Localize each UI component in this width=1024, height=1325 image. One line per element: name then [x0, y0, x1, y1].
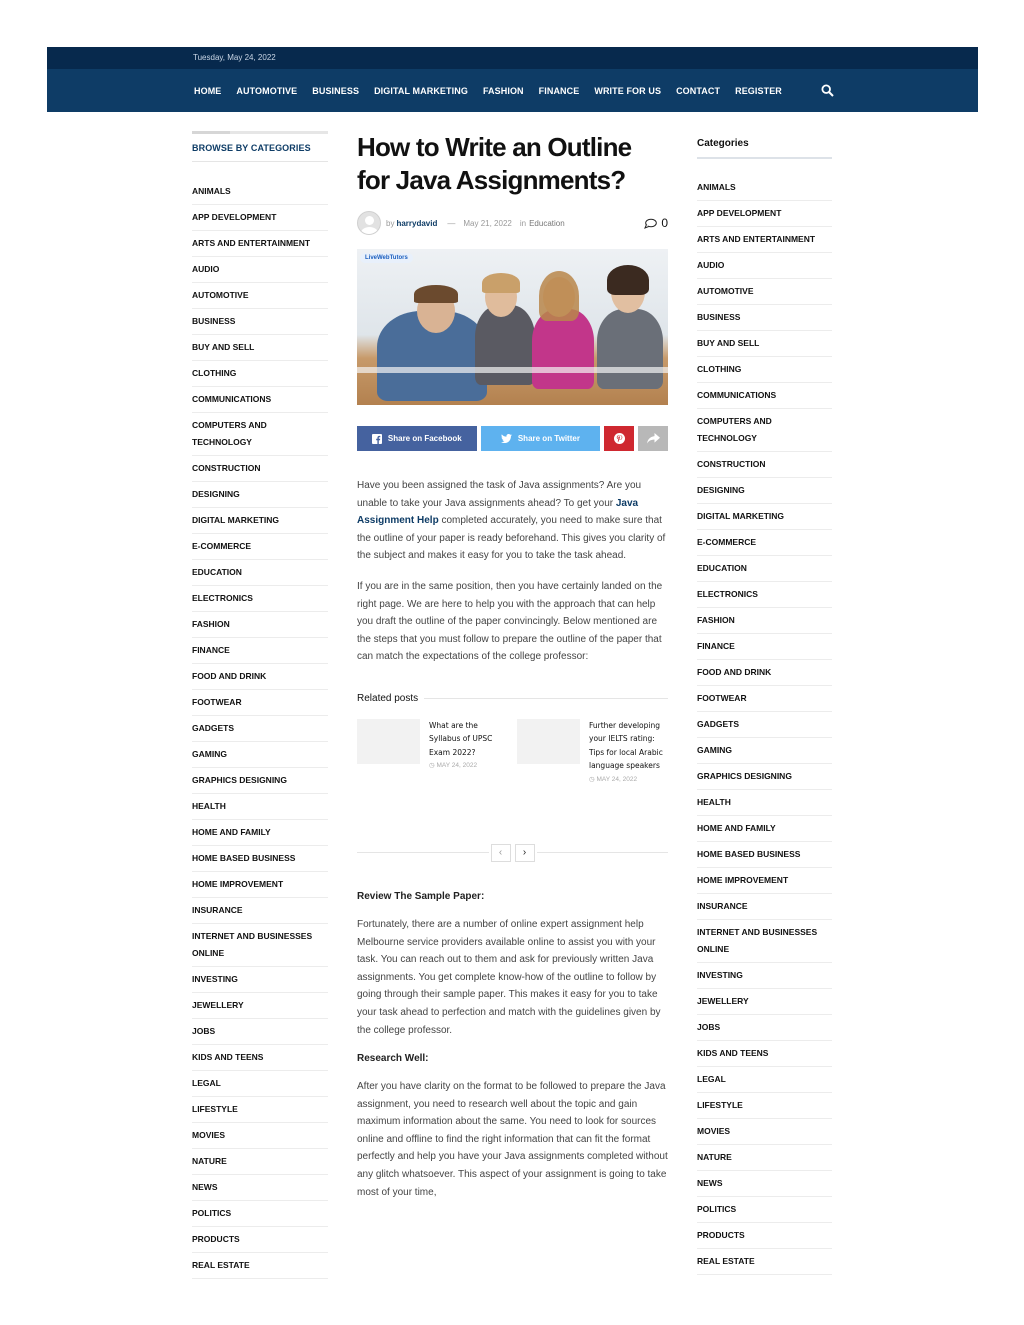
nav-item-digital-marketing[interactable]: DIGITAL MARKETING	[374, 85, 468, 96]
category-link[interactable]: E-COMMERCE	[697, 530, 832, 556]
category-link[interactable]: DESIGNING	[697, 478, 832, 504]
right-sidebar-title-text: Categories	[697, 138, 749, 149]
category-link[interactable]: JEWELLERY	[697, 989, 832, 1015]
right-category-list	[697, 175, 832, 1275]
sidebar-divider	[192, 131, 328, 134]
category-link[interactable]: MOVIES	[192, 1123, 328, 1149]
article	[357, 131, 668, 1201]
category-link[interactable]: JEWELLERY	[192, 993, 328, 1019]
comment-icon	[644, 218, 657, 229]
category-link[interactable]: APP DEVELOPMENT	[192, 205, 328, 231]
category-link[interactable]: BUY AND SELL	[192, 335, 328, 361]
author-link[interactable]: harrydavid	[396, 218, 438, 228]
category-link[interactable]: KIDS AND TEENS	[192, 1045, 328, 1071]
nav-item-fashion[interactable]: FASHION	[482, 85, 524, 96]
category-link[interactable]: LEGAL	[192, 1071, 328, 1097]
header-date: Tuesday, May 24, 2022	[193, 53, 276, 62]
category-link[interactable]: INSURANCE	[192, 898, 328, 924]
related-posts-grid	[357, 719, 668, 837]
article-title: How to Write an Outline for Java Assignments?	[357, 132, 632, 195]
category-link[interactable]: GRAPHICS DESIGNING	[697, 764, 832, 790]
category-link[interactable]: CLOTHING	[192, 361, 328, 387]
category-link[interactable]: MOVIES	[697, 1119, 832, 1145]
nav-item-register[interactable]: REGISTER	[735, 85, 782, 96]
post-date: May 21, 2022	[463, 218, 512, 228]
category-link[interactable]: POLITICS	[697, 1197, 832, 1223]
related-posts-heading: Related posts	[357, 693, 668, 704]
avatar[interactable]	[357, 211, 381, 235]
pinterest-icon	[614, 433, 625, 444]
related-post[interactable]	[517, 719, 667, 837]
share-facebook-label: Share on Facebook	[387, 434, 462, 443]
category-link[interactable]: NEWS	[697, 1171, 832, 1197]
category-link[interactable]: FOOTWEAR	[697, 686, 832, 712]
category-link[interactable]: DIGITAL MARKETING	[192, 508, 328, 534]
category-link[interactable]: NATURE	[192, 1149, 328, 1175]
intro-text-end: completed accurately, you need to make sure that the outline of your paper is ready beforehand. This gives you clarity of the subject and makes it easy for you to take the task ahead.	[357, 515, 666, 562]
nav-item-contact[interactable]: CONTACT	[676, 85, 721, 96]
category-link[interactable]: AUDIO	[697, 253, 832, 279]
related-post-date: ◷ MAY 24, 2022	[589, 775, 638, 783]
category-link[interactable]: AUDIO	[192, 257, 328, 283]
twitter-icon	[501, 434, 512, 443]
share-facebook-button[interactable]	[357, 426, 477, 451]
related-post-title[interactable]: What are the Syllabus of UPSC Exam 2022?	[429, 720, 493, 757]
category-link[interactable]: ANIMALS	[192, 179, 328, 205]
category-link[interactable]: INTERNET AND BUSINESSES ONLINE	[697, 920, 832, 963]
java-assignment-help-link[interactable]: Java Assignment Help	[357, 497, 639, 527]
left-sidebar-title: BROWSE BY CATEGORIES	[192, 143, 328, 162]
left-category-list	[192, 179, 328, 1279]
category-link[interactable]: HEALTH	[697, 790, 832, 816]
category-link[interactable]: FASHION	[192, 612, 328, 638]
related-post-title[interactable]: Further developing your IELTS rating: Tips for local Arabic language speakers	[589, 720, 663, 771]
category-link[interactable]: LIFESTYLE	[697, 1093, 832, 1119]
article-meta	[357, 211, 668, 235]
share-twitter-label: Share on Twitter	[517, 434, 580, 443]
facebook-icon	[372, 434, 382, 444]
category-link[interactable]: GADGETS	[192, 716, 328, 742]
category-link[interactable]: HOME IMPROVEMENT	[697, 868, 832, 894]
category-link[interactable]: LIFESTYLE	[192, 1097, 328, 1123]
category-link[interactable]: COMPUTERS AND TECHNOLOGY	[697, 409, 832, 452]
featured-image	[357, 249, 668, 405]
category-link[interactable]: REAL ESTATE	[192, 1253, 328, 1279]
category-link[interactable]: FOOD AND DRINK	[192, 664, 328, 690]
category-link[interactable]: NATURE	[697, 1145, 832, 1171]
category-link[interactable]: HOME BASED BUSINESS	[697, 842, 832, 868]
category-link[interactable]: EDUCATION	[697, 556, 832, 582]
post-category-link[interactable]: Education	[529, 218, 565, 228]
in-label: in	[519, 218, 527, 228]
comments-link[interactable]	[644, 216, 668, 230]
category-link[interactable]: BUSINESS	[697, 305, 832, 331]
main-nav	[47, 69, 978, 112]
category-link[interactable]: NEWS	[192, 1175, 328, 1201]
category-link[interactable]: COMMUNICATIONS	[192, 387, 328, 413]
category-link[interactable]: E-COMMERCE	[192, 534, 328, 560]
nav-item-business[interactable]: BUSINESS	[312, 85, 360, 96]
category-link[interactable]: CONSTRUCTION	[697, 452, 832, 478]
category-link[interactable]: REAL ESTATE	[697, 1249, 832, 1275]
related-posts	[357, 693, 668, 862]
left-sidebar	[192, 131, 328, 1279]
category-link[interactable]: ANIMALS	[697, 175, 832, 201]
section-heading-review: Review The Sample Paper:	[357, 890, 485, 902]
category-link[interactable]: INVESTING	[697, 963, 832, 989]
paragraph-2: If you are in the same position, then you have certainly landed on the right page. We are here to help you with the approach that can help you draft the outline of the paper convincingly. Below mentioned are the steps that you must follow to prepare the outline of the paper that can match the expectations of the college professor:	[357, 580, 663, 663]
category-link[interactable]: AUTOMOTIVE	[697, 279, 832, 305]
category-link[interactable]: HOME AND FAMILY	[697, 816, 832, 842]
category-link[interactable]: HEALTH	[192, 794, 328, 820]
category-link[interactable]: FINANCE	[697, 634, 832, 660]
category-link[interactable]: GADGETS	[697, 712, 832, 738]
share-pinterest-button[interactable]	[604, 426, 634, 451]
nav-item-finance[interactable]: FINANCE	[538, 85, 580, 96]
image-logo: LiveWebTutors	[360, 253, 413, 263]
comment-count: 0	[661, 216, 668, 230]
nav-item-home[interactable]: HOME	[194, 85, 222, 96]
search-icon[interactable]	[821, 84, 834, 97]
next-page-button[interactable]: ›	[515, 844, 535, 862]
category-link[interactable]: PRODUCTS	[192, 1227, 328, 1253]
category-link[interactable]: AUTOMOTIVE	[192, 283, 328, 309]
category-link[interactable]: HOME BASED BUSINESS	[192, 846, 328, 872]
right-sidebar	[697, 138, 832, 1275]
related-post-thumbnail[interactable]	[517, 719, 580, 764]
category-link[interactable]: COMMUNICATIONS	[697, 383, 832, 409]
category-link[interactable]: FASHION	[697, 608, 832, 634]
nav-menu	[194, 69, 797, 112]
category-link[interactable]: LEGAL	[697, 1067, 832, 1093]
category-link[interactable]: DIGITAL MARKETING	[697, 504, 832, 530]
category-link[interactable]: BUSINESS	[192, 309, 328, 335]
category-link[interactable]: JOBS	[192, 1019, 328, 1045]
category-link[interactable]: BUY AND SELL	[697, 331, 832, 357]
category-link[interactable]: HOME IMPROVEMENT	[192, 872, 328, 898]
category-link[interactable]: ARTS AND ENTERTAINMENT	[192, 231, 328, 257]
nav-item-write-for-us[interactable]: WRITE FOR US	[594, 85, 662, 96]
top-bar	[47, 47, 978, 69]
nav-item-automotive[interactable]: AUTOMOTIVE	[236, 85, 298, 96]
category-link[interactable]: ELECTRONICS	[192, 586, 328, 612]
category-link[interactable]: INTERNET AND BUSINESSES ONLINE	[192, 924, 328, 967]
paragraph-4: After you have clarity on the format to be followed to prepare the Java assignment, you need to research well about the topic and gain maximum information about the same. You need to look for sources online and offline to find the right information that can fit the format perfectly and help you have your Java assignments completed without any glitch whatsoever. This aspect of your assignment is going to take most of your time,	[357, 1081, 668, 1198]
category-link[interactable]: EDUCATION	[192, 560, 328, 586]
related-post-date-text: MAY 24, 2022	[596, 775, 638, 783]
category-link[interactable]: CLOTHING	[697, 357, 832, 383]
category-link[interactable]: PRODUCTS	[697, 1223, 832, 1249]
category-link[interactable]: ARTS AND ENTERTAINMENT	[697, 227, 832, 253]
meta-separator: —	[447, 218, 456, 228]
category-link[interactable]: HOME AND FAMILY	[192, 820, 328, 846]
category-link[interactable]: CONSTRUCTION	[192, 456, 328, 482]
category-link[interactable]: GRAPHICS DESIGNING	[192, 768, 328, 794]
related-post[interactable]	[357, 719, 507, 837]
category-link[interactable]: KIDS AND TEENS	[697, 1041, 832, 1067]
category-link[interactable]: GAMING	[192, 742, 328, 768]
category-link[interactable]: APP DEVELOPMENT	[697, 201, 832, 227]
category-link[interactable]: DESIGNING	[192, 482, 328, 508]
category-link[interactable]: INSURANCE	[697, 894, 832, 920]
category-link[interactable]: COMPUTERS AND TECHNOLOGY	[192, 413, 328, 456]
share-twitter-button[interactable]	[481, 426, 601, 451]
category-link[interactable]: JOBS	[697, 1015, 832, 1041]
paragraph-3: Fortunately, there are a number of online expert assignment help Melbourne service providers available online to assist you with your task. You can reach out to them and ask for previously written Java assignments. You get complete know-how of the outline to follow by going through their sample paper. This makes it easy for you to take your task ahead to perfection and match with the guidelines given by the college professor.	[357, 918, 661, 1036]
category-link[interactable]: POLITICS	[192, 1201, 328, 1227]
category-link[interactable]: ELECTRONICS	[697, 582, 832, 608]
category-link[interactable]: INVESTING	[192, 967, 328, 993]
related-post-date-text: MAY 24, 2022	[436, 762, 478, 770]
section-heading-research: Research Well:	[357, 1053, 429, 1065]
prev-page-button[interactable]: ‹	[491, 844, 511, 862]
category-link[interactable]: GAMING	[697, 738, 832, 764]
category-link[interactable]: FOOD AND DRINK	[697, 660, 832, 686]
by-label: by	[386, 218, 395, 228]
category-link[interactable]: FINANCE	[192, 638, 328, 664]
related-post-date: ◷ MAY 24, 2022	[429, 762, 478, 770]
related-post-thumbnail[interactable]	[357, 719, 420, 764]
category-link[interactable]: FOOTWEAR	[192, 690, 328, 716]
share-bar	[357, 426, 668, 451]
right-sidebar-title	[697, 138, 832, 159]
share-arrow-icon	[647, 433, 660, 444]
related-pager	[357, 844, 668, 862]
share-more-button[interactable]	[638, 426, 668, 451]
intro-text-start: Have you been assigned the task of Java assignments? Are you unable to take your Java assignments ahead? To get your	[357, 480, 642, 509]
intro-paragraph	[357, 477, 668, 565]
